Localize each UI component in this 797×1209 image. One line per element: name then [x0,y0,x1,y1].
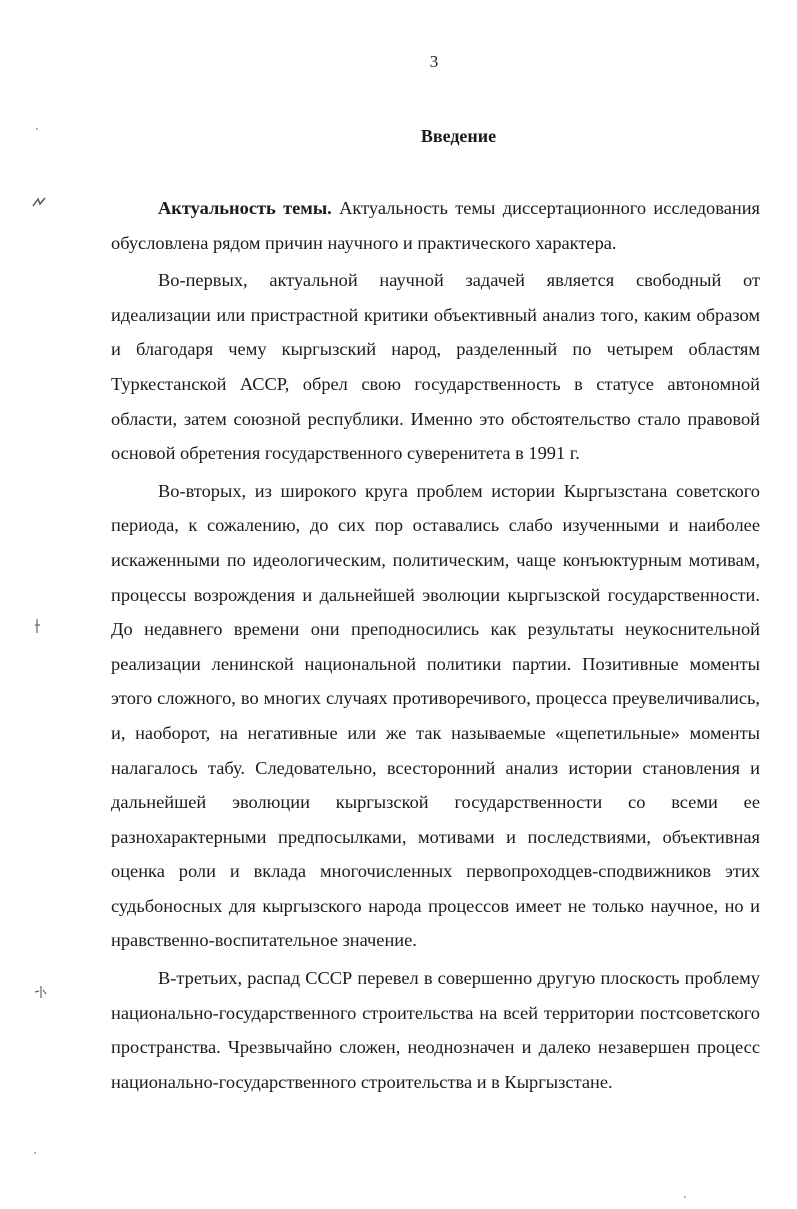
scan-mark-1 [32,196,46,210]
scan-mark-3 [34,985,48,1001]
scan-mark-2 [34,618,44,636]
paragraph-text: В-третьих, распад СССР перевел в совершенно другую плоскость проблему национально-государственного строительства на всей территории постсоветского пространства. Чрезвычайно сложен, неоднозначен и далеко незавершен процесс национально-государственного строительства и в Кыргызстане. [111,968,760,1092]
scan-mark-icon [32,196,46,208]
section-heading: Введение [420,126,497,146]
paragraph-second [111,474,760,958]
scan-mark-icon [34,985,48,999]
paragraph-first [111,263,760,471]
scan-dot [34,1152,36,1154]
paragraph-text: Во-первых, актуальной научной задачей является свободный от идеализации или пристрастной критики объективный анализ того, каким образом и благодаря чему кыргызский народ, разделенный по четырем областям Туркестанской АССР, обрел свою государственность в статусе автономной области, затем союзной республики. Именно это обстоятельство стало правовой основой обретения государственного суверенитета в 1991 г. [111,270,760,464]
paragraph-relevance [111,191,760,260]
scan-dot [36,128,38,130]
paragraph-third [111,961,760,1099]
scan-mark-icon [34,618,44,634]
paragraph-text: Во-вторых, из широкого круга проблем истории Кыргызстана советского периода, к сожалению, до сих пор оставались слабо изученными и наиболее искаженными по идеологическим, политическим, чаще конъюктурным мотивам, процессы возрождения и дальнейшей эволюции кыргызской государственности. До недавнего времени они преподносились как результаты неукоснительной реализации ленинской национальной политики партии. Позитивные моменты этого сложного, во многих случаях противоречивого, процесса преувеличивались, и, наоборот, на негативные или же так называемые «щепетильные» моменты налагалось табу. Следовательно, всесторонний анализ истории становления и дальнейшей эволюции кыргызской государственности со всеми ее разнохарактерными предпосылками, мотивами и последствиями, объективная оценка роли и вклада многочисленных первопроходцев-сподвижников этих судьбоносных для кыргызского народа процессов имеет не только научное, но и нравственно-воспитательное значение. [111,480,760,951]
body-text [111,191,760,1102]
paragraph-text: Актуальность темы диссертационного исследования обусловлена рядом причин научного и практического характера. [111,198,760,253]
page-number: 3 [429,52,439,71]
scan-dot [684,1196,686,1198]
paragraph-lead: Актуальность темы. [158,198,332,218]
